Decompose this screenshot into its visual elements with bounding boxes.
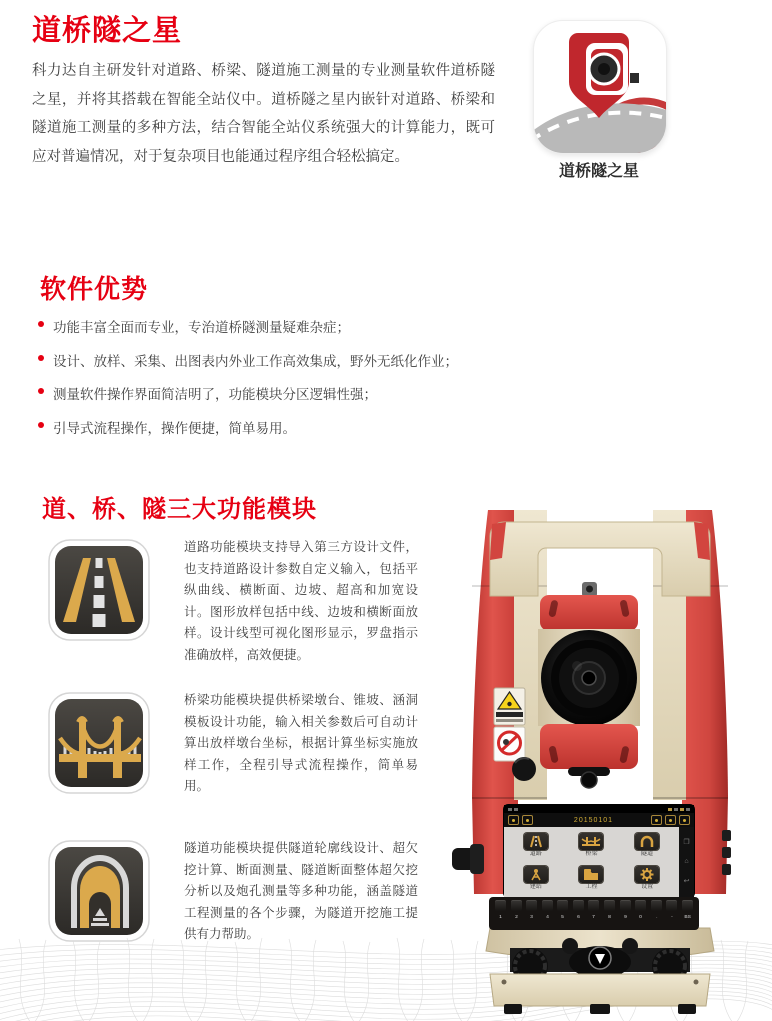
mini-project-icon (579, 866, 603, 883)
back-icon: ↩ (683, 877, 690, 885)
advantage-item: 测量软件操作界面简洁明了，功能模块分区逻辑性强； (38, 383, 458, 403)
key-2: 2 (510, 900, 523, 928)
device-header-bar (504, 813, 694, 827)
device-status-bar (504, 805, 694, 813)
device-app-grid (504, 827, 679, 897)
modules-title: 道、桥、隧三大功能模块 (42, 496, 317, 523)
key-6: 6 (572, 900, 585, 928)
total-station-photo (430, 496, 772, 1021)
key-dot: . (650, 900, 663, 928)
device-app-road: 道路 (508, 829, 564, 862)
hero-description: 科力达自主研发针对道路、桥梁、隧道施工测量的专业测量软件道桥隧之星，并将其搭载在智能全站仪中。道桥隧之星内嵌针对道路、桥梁和隧道施工测量的多种方法，结合智能全站仪系统强大的计算能力，既可应对普遍情况，对于复杂项目也能通过程序组合轻松搞定。 (32, 63, 495, 165)
device-keypad (489, 897, 699, 930)
prohibition-label (494, 727, 525, 761)
total-station-pin-road-bridge-icon (534, 21, 666, 153)
advantage-item: 功能丰富全面而专业，专治道桥隧测量疑难杂症； (38, 316, 458, 336)
advantage-item: 引导式流程操作，操作便捷，简单易用。 (38, 417, 458, 437)
mini-road-icon (524, 833, 548, 850)
key-7: 7 (587, 900, 600, 928)
device-app-bridge: 桥梁 (564, 829, 620, 862)
mini-bridge-icon (579, 833, 603, 850)
key-1: 1 (494, 900, 507, 928)
key-5: 5 (556, 900, 569, 928)
recents-icon: ❐ (683, 839, 690, 847)
laser-warning-label (494, 688, 525, 725)
total-station-body (430, 496, 772, 1021)
app-launcher-icon (533, 20, 667, 154)
mini-tunnel-icon (635, 833, 659, 850)
key-4: 4 (541, 900, 554, 928)
device-app-project: 工程 (564, 862, 620, 895)
page-title: 道桥隧之星 (32, 15, 183, 47)
advantages-title: 软件优势 (40, 274, 149, 304)
favorites-icon (508, 815, 519, 825)
module-text-bridge: 桥梁功能模块提供桥梁墩台、锥坡、涵洞模板设计功能，输入相关参数后可自动计算出放样墩台坐标，根据计算坐标实施放样工作，全程引导式流程操作，简单易用。 (184, 693, 418, 793)
mini-settings-icon (635, 866, 659, 883)
road-icon (48, 539, 152, 643)
header-tool-icon (665, 815, 676, 825)
key-8: 8 (603, 900, 616, 928)
device-nav-bar (679, 827, 694, 897)
header-tool-icon (651, 815, 662, 825)
device-date: 20150101 (573, 816, 614, 824)
home-icon: ⌂ (684, 858, 689, 866)
device-touchscreen (503, 804, 695, 898)
module-text-tunnel: 隧道功能模块提供隧道轮廓线设计、超欠挖计算、断面测量、隧道断面整体超欠挖分析以及炮孔测量等多种功能，涵盖隧道工程测量的各个步骤，为隧道开挖施工提供有力帮助。 (184, 841, 418, 941)
device-app-station: 建站 (508, 862, 564, 895)
module-text-road: 道路功能模块支持导入第三方设计文件，也支持道路设计参数自定义输入，包括平纵曲线、横断面、边坡、超高和加宽设计。图形放样包括中线、边坡和横断面放样。设计线型可视化图形显示，罗盘指示准确放样，高效便捷。 (184, 540, 418, 662)
device-app-tunnel: 隧道 (619, 829, 675, 862)
key-bs: BS (681, 900, 694, 928)
bridge-icon (48, 692, 152, 796)
key-minus: - (665, 900, 678, 928)
key-9: 9 (619, 900, 632, 928)
device-app-settings: 设置 (619, 862, 675, 895)
mini-station-icon (524, 866, 548, 883)
key-3: 3 (525, 900, 538, 928)
user-icon (522, 815, 533, 825)
app-icon-caption: 道桥隧之星 (558, 163, 639, 180)
advantage-item: 设计、放样、采集、出图表内外业工作高效集成，野外无纸化作业； (38, 350, 458, 370)
key-0: 0 (634, 900, 647, 928)
advantages-list (38, 316, 458, 450)
header-tool-icon (679, 815, 690, 825)
